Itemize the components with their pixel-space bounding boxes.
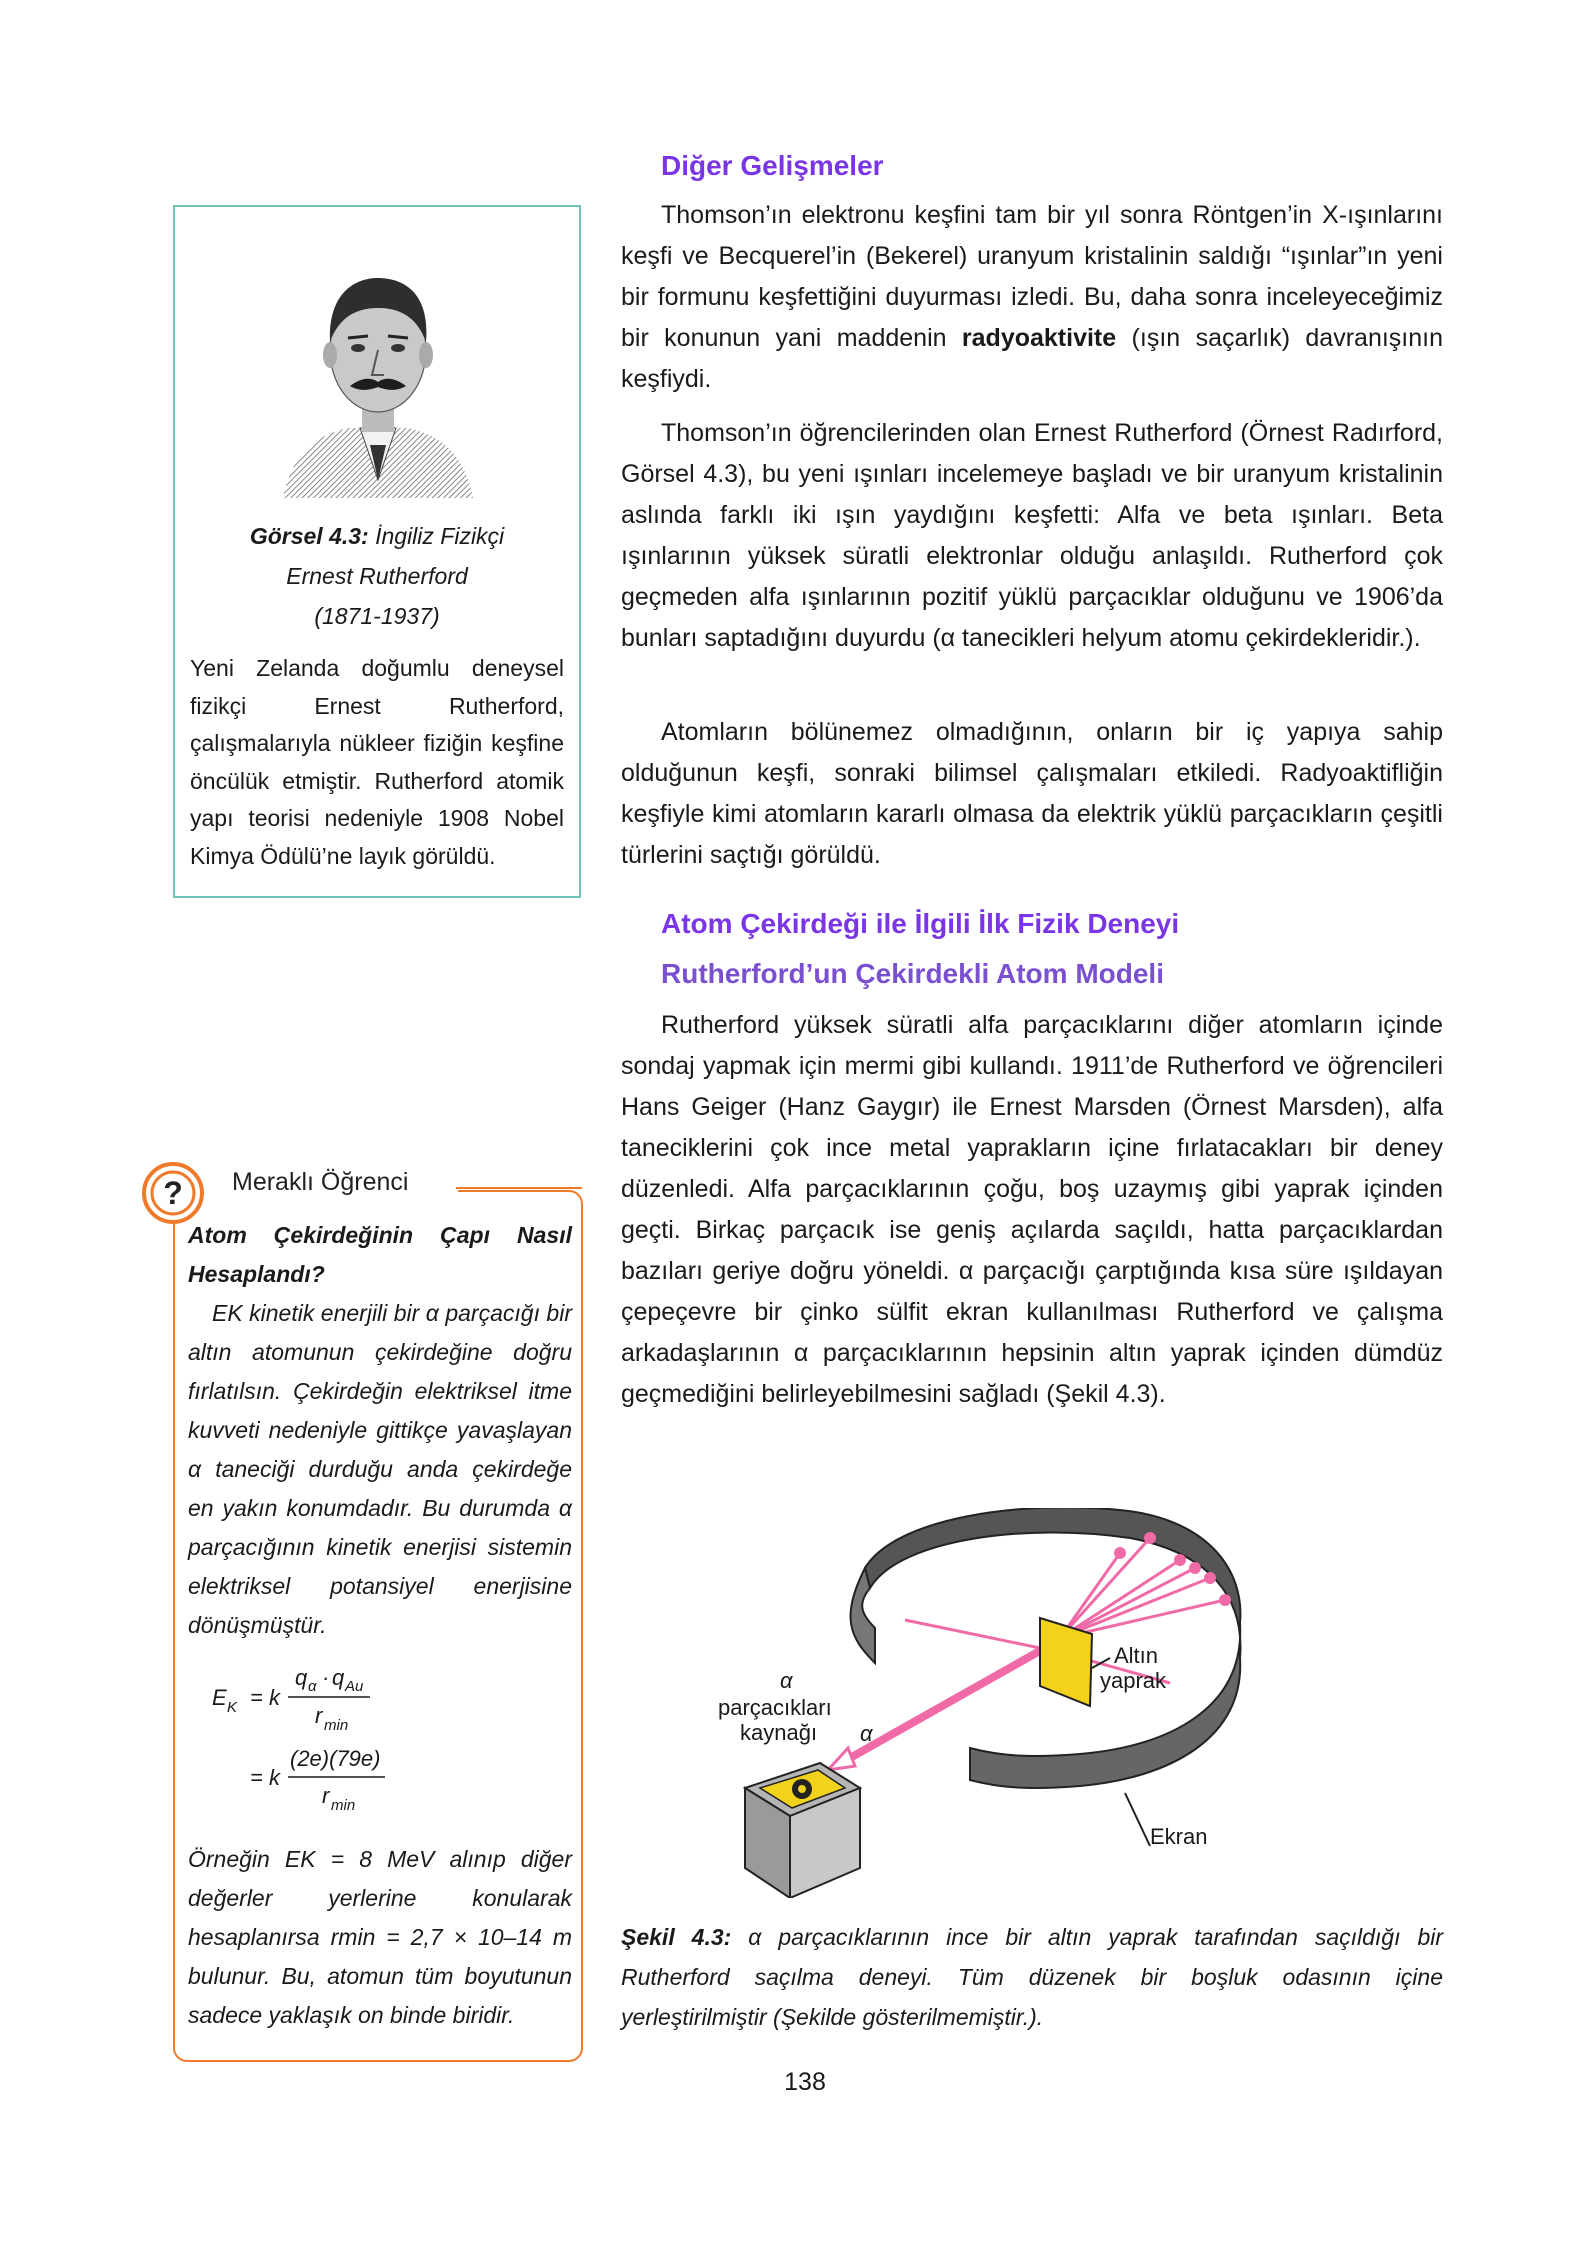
label-source-2: kaynağı [740,1720,818,1745]
label-foil-2: yaprak [1100,1668,1167,1693]
curious-question: Atom Çekirdeğinin Çapı Nasıl Hesaplandı? [188,1222,572,1287]
rutherford-scattering-figure [700,1508,1260,1898]
formula-num1-dot: · [322,1665,330,1690]
formula-num1-a-sub: α [308,1678,317,1695]
formula-eq2: = k [250,1765,280,1790]
portrait-caption-name: Ernest Rutherford [286,563,468,589]
label-screen: Ekran [1150,1824,1208,1849]
heading-first-nuclear-experiment: Atom Çekirdeği ile İlgili İlk Fizik Deneyi [661,908,1180,939]
term-radioactivity: radyoaktivite [961,324,1117,352]
formula-num2: (2e)(79e) [290,1746,381,1771]
subheading-rutherford-model: Rutherford’un Çekirdekli Atom Modeli [661,958,1164,989]
formula-lhs: E [212,1685,227,1710]
label-beam-alpha: α [860,1721,873,1746]
alpha-source-box [745,1763,860,1898]
formula-num1-a: q [295,1665,308,1690]
curious-text: EK kinetik enerjili bir α parçacığı bir altın atomunun çekirdeğine doğru fırlatılsın. Çekirdeğin elektriksel itme kuvveti nedeniyle gittikçe yavaşlayan α taneciği durduğu anda çekirdeğe en yakın konumdadır. Bu durumda α parçacığının kinetik enerjisi sistemin elektriksel potansiyel enerjisine dönüşmüştür. [188,1300,572,1638]
label-foil-1: Altın [1114,1643,1159,1668]
formula-num1-b: q [332,1665,345,1690]
formula-num1-b-sub: Au [345,1678,364,1695]
beam-arrow [828,1748,855,1770]
paragraph-4: Rutherford yüksek süratli alfa parçacıklarını diğer atomların içinde sondaj yapmak için mermi gibi kullandı. 1911’de Rutherford ve öğrencileri Hans Geiger (Hanz Gaygır) ile Ernest Marsden (Örnest Marsden), alfa taneciklerini çok ince metal yaprakların içine fırlatacakları bir deney düzenledi. Alfa parçacıklarının çoğu, boş uzaymış gibi yaprak içinden geçti. Birkaç parçacık ise geniş açılarda saçıldı, hatta parçacıklardan bazıları geriye doğru yöneldi. α parçacığı çarptığında kısa süre ışıldayan çepeçevre bir çinko sülfit ekran kullanılması Rutherford ve çalışma arkadaşlarının α parçacıklarının hepsinin altın yaprak içinden dümdüz geçmediğini belirleyebilmesini sağladı (Şekil 4.3). [621,1011,1443,1408]
rutherford-portrait [278,250,478,498]
figure-caption-text: α parçacıklarının ince bir altın yaprak tarafından saçıldığı bir Rutherford saçılma deneyi. Tüm düzenek bir boşluk odasının içine yerleştirilmiştir (Şekilde gösterilmemiştir.). [621,1924,1444,2030]
paragraph-2: Thomson’ın öğrencilerinden olan Ernest Rutherford (Örnest Radırford, Görsel 4.3), bu yeni ışınları incelemeye başladı ve bir uranyum kristalinin aslında farklı iki ışın yaydığını keşfetti: Alfa ve beta ışınları. Beta ışınlarının yüksek süratli elektronlar olduğu anlaşıldı. Rutherford çok geçmeden alfa ışınlarının pozitif yüklü parçacıklar olduğunu ve 1906’da bunları saptadığını duyurdu (α tanecikleri helyum atomu çekirdekleridir.). [621,419,1443,652]
energy-formula [210,1660,570,1840]
label-source-1: parçacıkları [718,1695,832,1720]
portrait-caption-label: Görsel 4.3: [249,523,369,549]
paragraph-3: Atomların bölünemez olmadığının, onların bir iç yapıya sahip olduğunun keşfi, sonraki bilimsel çalışmaları etkiledi. Radyoaktifliğin keşfiyle kimi atomların kararlı olmasa da elektrik yüklü parçacıkların çeşitli türlerini saçtığı görüldü. [621,718,1443,869]
portrait-caption-years: (1871-1937) [314,603,440,629]
curious-example: Örneğin EK = 8 MeV alınıp diğer değerler yerlerine konularak hesaplanırsa rmin = 2,7 × 10–14 m bulunur. Bu, atomun tüm boyutunun sadece yaklaşık on binde biridir. [188,1846,572,2028]
label-source-alpha: α [780,1668,793,1693]
heading-other-developments: Diğer Gelişmeler [661,150,884,181]
figure-caption [621,1917,1443,2037]
curious-body [188,1216,572,1645]
formula-den2-sub: min [331,1797,356,1814]
formula-lhs-sub: K [227,1699,238,1716]
screen-ring-front [970,1623,1240,1788]
figure-caption-label: Şekil 4.3: [621,1924,732,1950]
alpha-beam [850,1648,1045,1758]
formula-den1: r [315,1703,323,1728]
portrait-caption-title: İngiliz Fizikçi [375,523,505,549]
curious-title: Meraklı Öğrenci [232,1168,420,1197]
portrait-caption [190,516,564,636]
portrait-bio: Yeni Zelanda doğumlu deneysel fizikçi Ernest Rutherford, çalışmalarıyla nükleer fiziğin keşfine öncülük etmiştir. Rutherford atomik yapı teorisi nedeniyle 1908 Nobel Kimya Ödülü’ne layık görüldü. [190,655,564,869]
gold-foil [1040,1618,1092,1706]
question-icon-glyph: ? [163,1175,183,1211]
page-number: 138 [784,2068,826,2096]
formula-den2: r [322,1783,330,1808]
paragraph-1: Thomson’ın elektronu keşfini tam bir yıl sonra Röntgen’in X-ışınlarını keşfi ve Becquerel’in (Bekerel) uranyum kristalinin saldığı “ışınlar”ın yeni bir formunu keşfettiğini duyurması izledi. Bu, daha sonra inceleyeceğimiz bir konunun yani maddenin radyoaktivite (ışın saçarlık) davranışının keşfiydi. [621,201,1443,393]
question-icon [142,1162,204,1224]
formula-eq1: = k [250,1685,280,1710]
curious-title-rule [456,1187,582,1189]
formula-den1-sub: min [324,1717,349,1734]
